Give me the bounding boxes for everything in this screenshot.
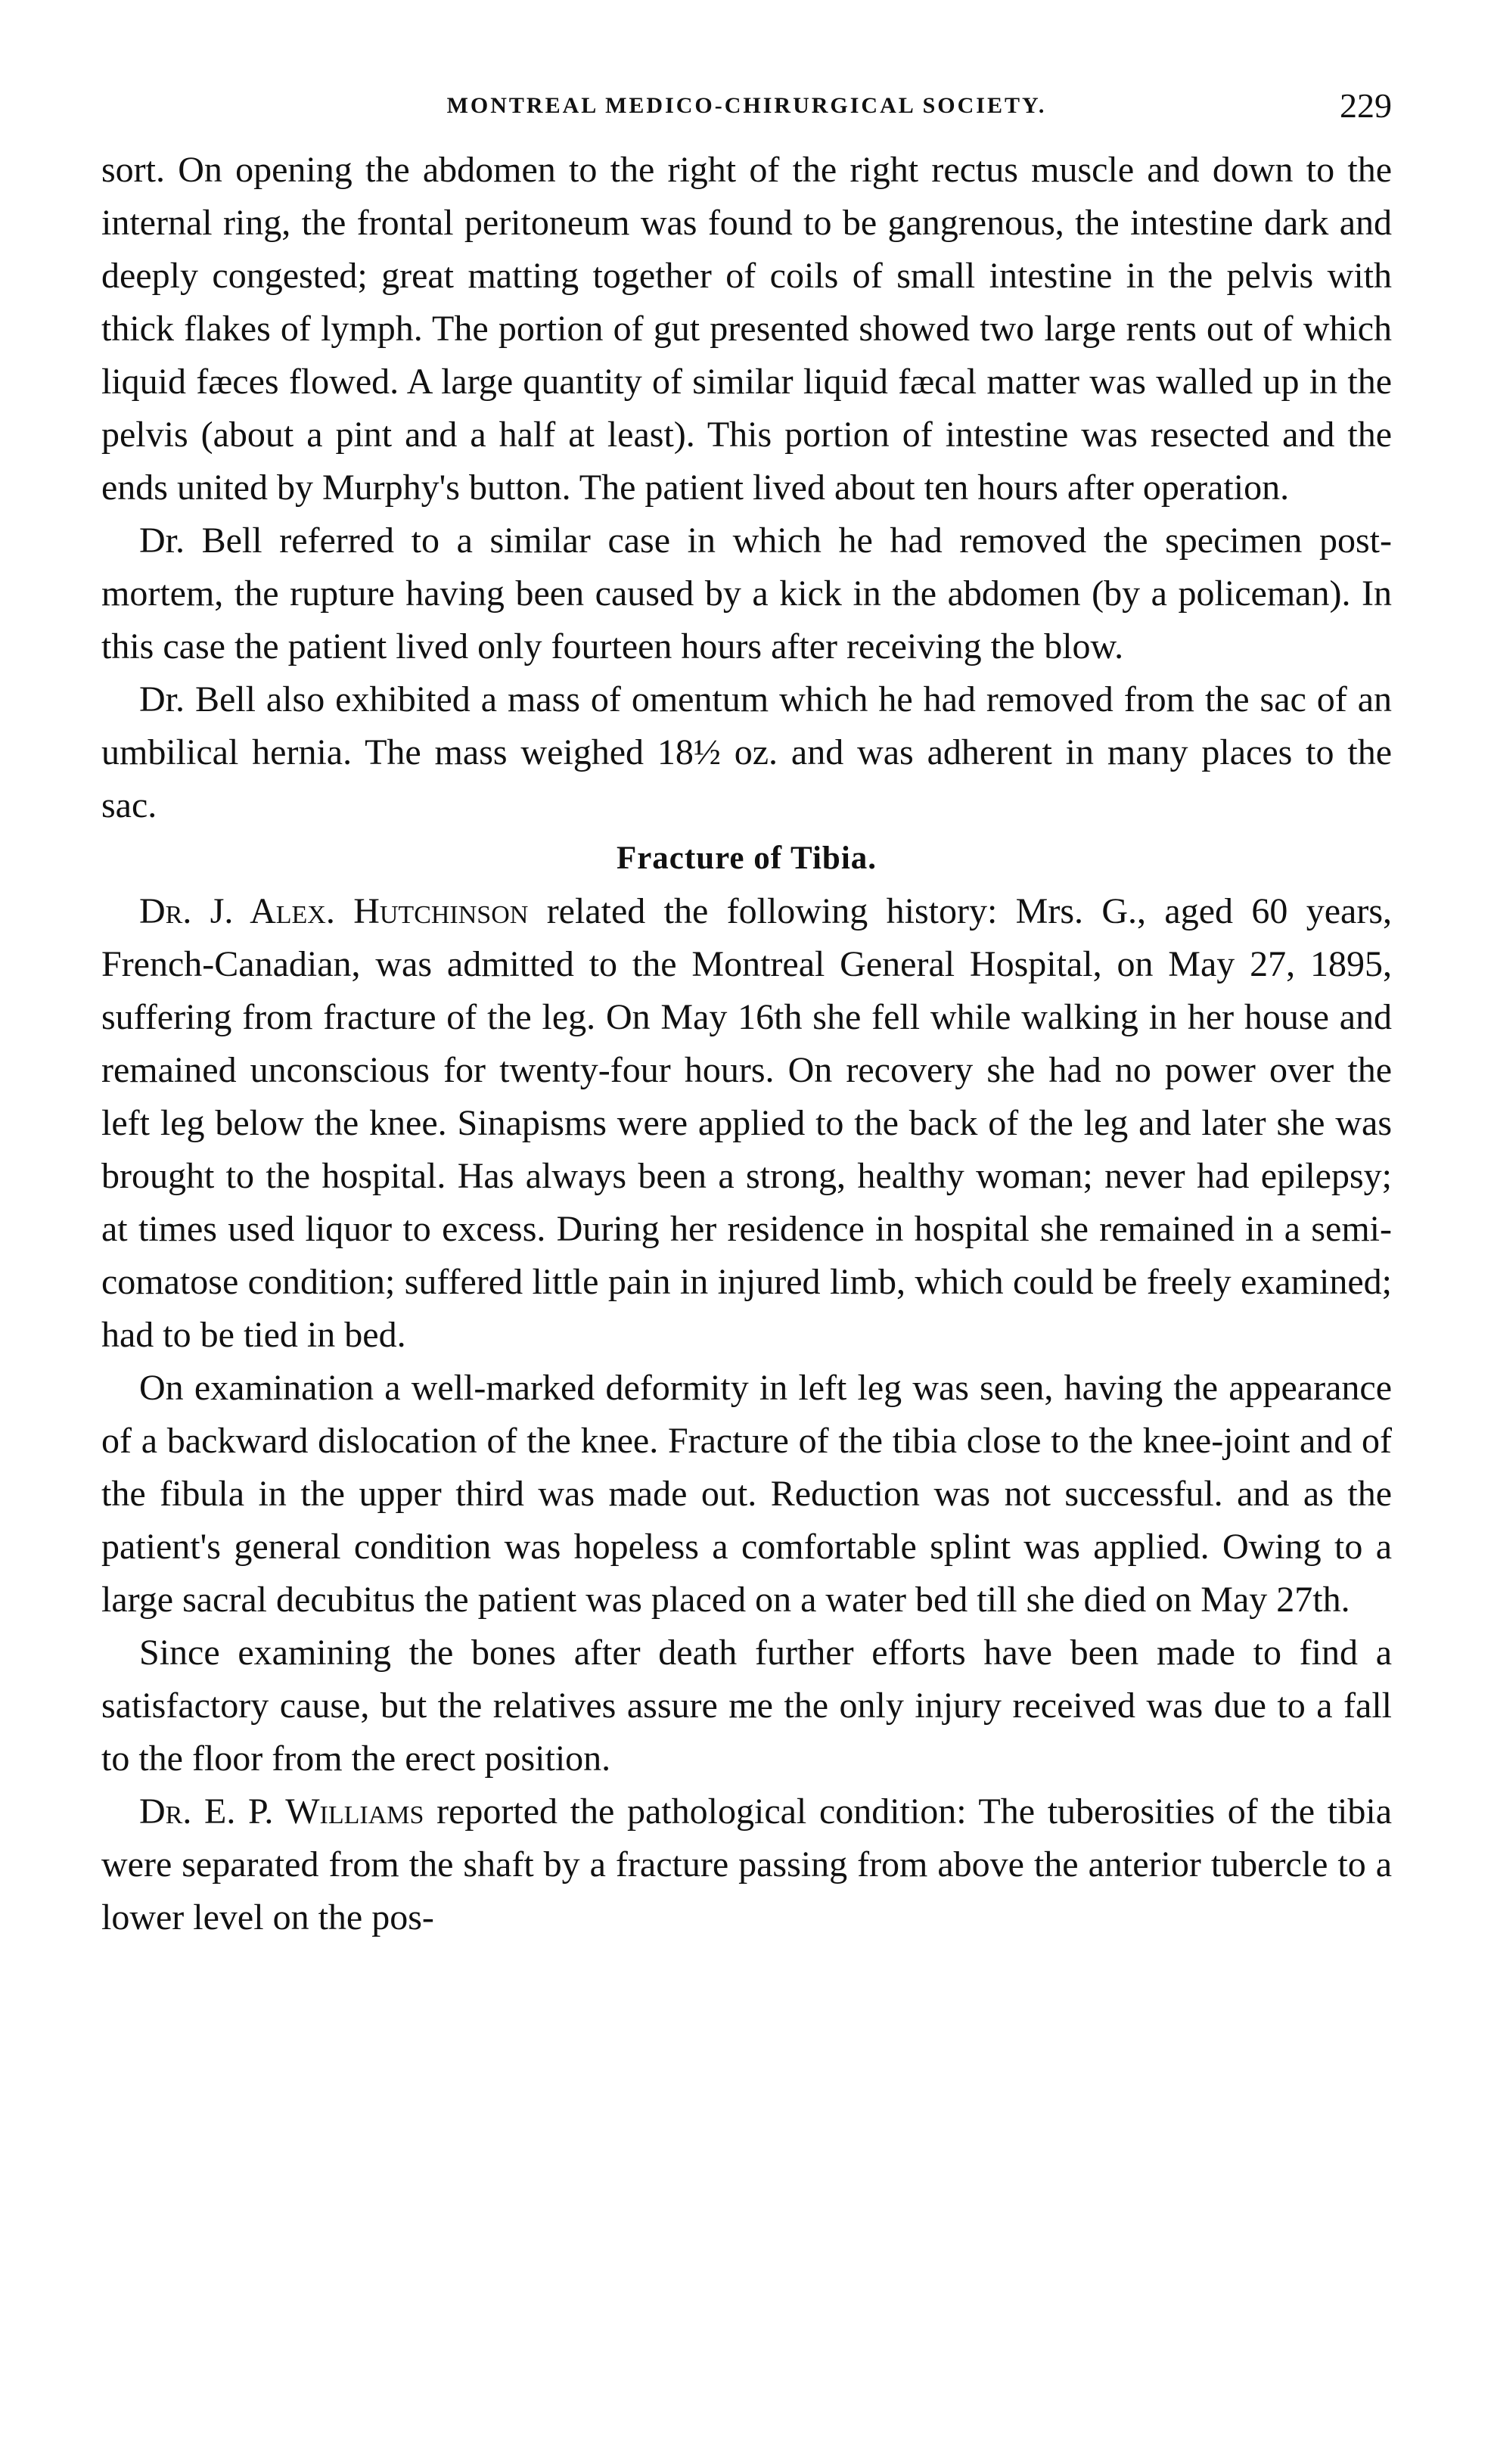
body-text (101, 144, 1392, 1944)
speaker-name: Dr. J. Alex. Hutchinson (139, 891, 529, 931)
paragraph-williams-pathology (101, 1785, 1392, 1944)
paragraph-operation-findings: sort. On opening the abdomen to the right of the right rectus muscle and down to the internal ring, the frontal peritoneum was found to be gangrenous, the intestine dark and deeply congested; great matting together of coils of small intestine in the pelvis with thick flakes of lymph. The portion of gut presented showed two large rents out of which liquid fæces flowed. A large quantity of similar liquid fæcal matter was walled up in the pelvis (about a pint and a half at least). This portion of intestine was resected and the ends united by Murphy's button. The patient lived about ten hours after operation. (101, 150, 1392, 508)
paragraph-bell-omentum: Dr. Bell also exhibited a mass of omentum which he had removed from the sac of an umbilical hernia. The mass weighed 18½ oz. and was adherent in many places to the sac. (101, 679, 1392, 825)
running-head (101, 85, 1392, 127)
running-head-title: MONTREAL MEDICO-CHIRURGICAL SOCIETY. (446, 93, 1047, 118)
paragraph-text: related the following history: Mrs. G., aged 60 years, French-Canadian, was admitted to the Montreal General Hospital, on May 27, 1895, suffering from fracture of the leg. On May 16th she fell while walking in her house and remained unconscious for twenty-four hours. On recovery she had no power over the left leg below the knee. Sinapisms were applied to the back of the leg and later she was brought to the hospital. Has always been a strong, healthy woman; never had epilepsy; at times used liquor to excess. During her residence in hospital she remained in a semi-comatose condition; suffered little pain in injured limb, which could be freely examined; had to be tied in bed. (101, 891, 1392, 1355)
paragraph-examination: On examination a well-marked deformity in left leg was seen, having the appearance of a backward dislocation of the knee. Fracture of the tibia close to the knee-joint and of the fibula in the upper third was made out. Reduction was not successful. and as the patient's general condition was hopeless a comfortable splint was applied. Owing to a large sacral decubitus the patient was placed on a water bed till she died on May 27th. (101, 1368, 1392, 1620)
section-heading: Fracture of Tibia. (616, 840, 877, 876)
paragraph-bones-examined: Since examining the bones after death further efforts have been made to find a satisfactory cause, but the relatives assure me the only injury received was due to a fall to the floor from the erect position. (101, 1633, 1392, 1779)
speaker-name: Dr. E. P. Williams (139, 1791, 424, 1832)
paragraph-bell-similar-case: Dr. Bell referred to a similar case in which he had removed the specimen post-mortem, the rupture having been caused by a kick in the abdomen (by a policeman). In this case the patient lived only fourteen hours after receiving the blow. (101, 520, 1392, 666)
paragraph-text: reported the pathological condition: The tuberosities of the tibia were separated from the shaft by a fracture passing from above the anterior tubercle to a lower level on the pos- (101, 1791, 1392, 1937)
page-number: 229 (1340, 86, 1392, 125)
paragraph-hutchinson-history (101, 885, 1392, 1362)
